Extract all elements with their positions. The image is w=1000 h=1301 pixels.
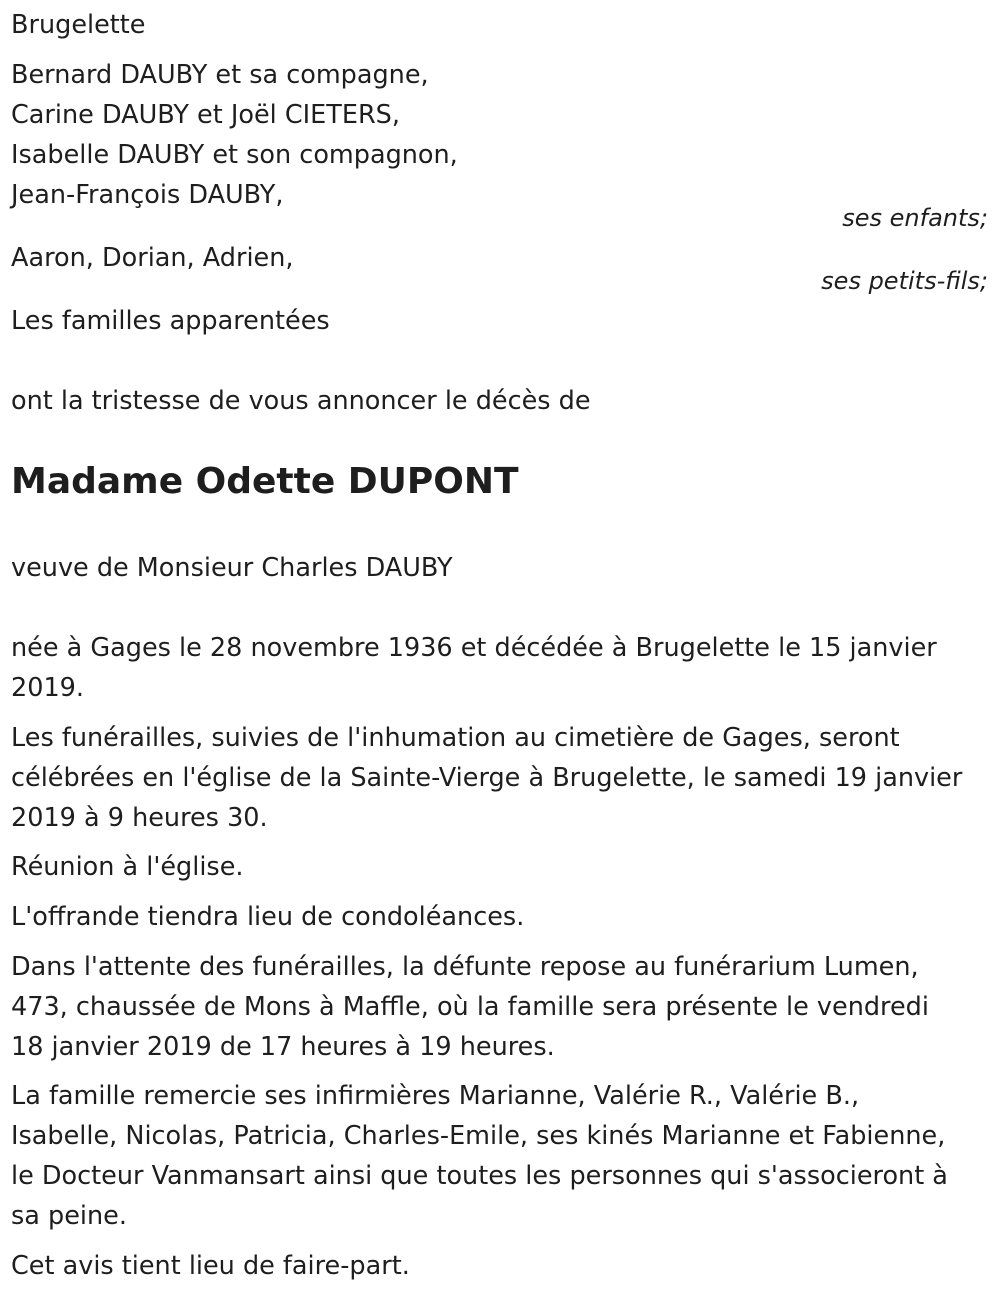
viewing-line-1: Dans l'attente des funérailles, la défunte repose au funérarium Lumen, [11, 952, 919, 982]
announcement: ont la tristesse de vous annoncer le décès de [11, 386, 591, 416]
meeting: Réunion à l'église. [11, 852, 244, 882]
deceased-name: Madame Odette DUPONT [11, 461, 519, 502]
grandchildren-label: ses petits-fils; [821, 267, 988, 295]
child-line-1: Bernard DAUBY et sa compagne, [11, 60, 429, 90]
funeral-line-3: 2019 à 9 heures 30. [11, 803, 268, 833]
children-label: ses enfants; [842, 204, 988, 232]
viewing-line-2: 473, chaussée de Mons à Maffle, où la famille sera présente le vendredi [11, 992, 929, 1022]
thanks-line-4: sa peine. [11, 1201, 127, 1231]
funeral-line-1: Les funérailles, suivies de l'inhumation au cimetière de Gages, seront [11, 723, 900, 753]
thanks-line-2: Isabelle, Nicolas, Patricia, Charles-Emile, ses kinés Marianne et Fabienne, [11, 1121, 946, 1151]
funeral-line-2: célébrées en l'église de la Sainte-Vierge à Brugelette, le samedi 19 janvier [11, 763, 963, 793]
locality: Brugelette [11, 10, 146, 40]
birth-death-line-1: née à Gages le 28 novembre 1936 et décédée à Brugelette le 15 janvier [11, 633, 937, 663]
viewing-line-3: 18 janvier 2019 de 17 heures à 19 heures. [11, 1032, 555, 1062]
child-line-3: Isabelle DAUBY et son compagnon, [11, 140, 458, 170]
thanks-line-3: le Docteur Vanmansart ainsi que toutes les personnes qui s'associeront à [11, 1161, 948, 1191]
grandchildren: Aaron, Dorian, Adrien, [11, 243, 294, 273]
relatives: Les familles apparentées [11, 306, 330, 336]
closing: Cet avis tient lieu de faire-part. [11, 1251, 410, 1281]
birth-death-line-2: 2019. [11, 673, 85, 703]
widow-of: veuve de Monsieur Charles DAUBY [11, 553, 453, 583]
child-line-2: Carine DAUBY et Joël CIETERS, [11, 100, 400, 130]
offering: L'offrande tiendra lieu de condoléances. [11, 902, 525, 932]
thanks-line-1: La famille remercie ses infirmières Marianne, Valérie R., Valérie B., [11, 1081, 860, 1111]
child-line-4: Jean-François DAUBY, [11, 180, 284, 210]
